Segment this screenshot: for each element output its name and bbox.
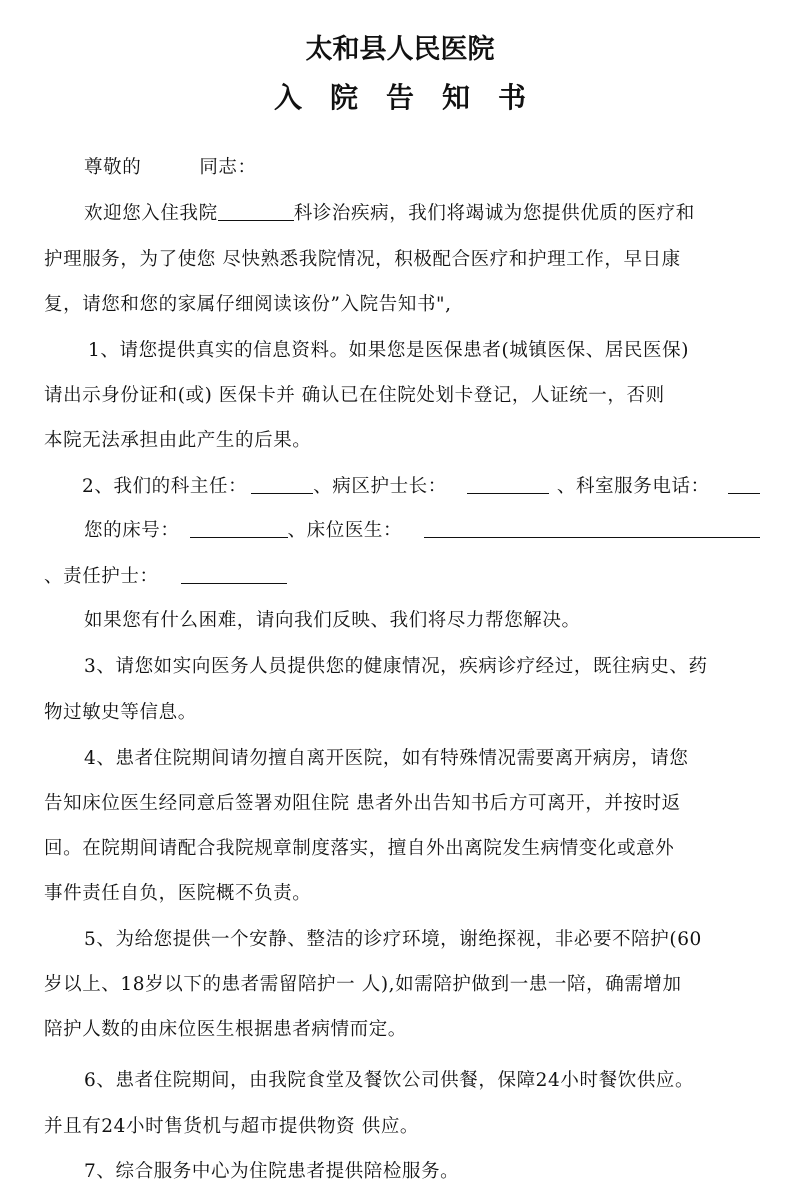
salutation <box>84 153 257 183</box>
bed-number-label: 您的床号： <box>84 520 180 541</box>
nurse-blank <box>181 565 287 584</box>
item3-line-2: 物过敏史等信息。 <box>44 702 197 723</box>
item3-line-1: 3、请您如实向医务人员提供您的健康情况，疾病诊疗经过，既往病史、药 <box>84 656 708 677</box>
item2-line-1 <box>82 472 760 502</box>
item4-line-1: 4、患者住院期间请勿擅自离开医院，如有特殊情况需要离开病房，请您 <box>84 748 689 769</box>
bed-number-blank <box>190 519 288 538</box>
head-nurse-label: 、病区护士长： <box>313 476 447 497</box>
director-blank <box>251 475 313 494</box>
item6-line-1: 6、患者住院期间，由我院食堂及餐饮公司供餐，保障24小时餐饮供应。 <box>84 1070 695 1091</box>
item4-line-2: 告知床位医生经同意后签署劝阻住院 患者外出告知书后方可离开，并按时返 <box>44 793 681 814</box>
intro-line-3: 复，请您和您的家属仔细阅读该份”入院告知书", <box>44 294 452 315</box>
head-nurse-blank <box>467 475 549 494</box>
hospital-name: 太和县人民医院 <box>305 34 495 65</box>
phone-blank <box>728 475 760 494</box>
item1-line-1: 1、请您提供真实的信息资料。如果您是医保患者(城镇医保、居民医保) <box>88 340 690 361</box>
intro-text: 欢迎您入住我院 <box>84 203 218 224</box>
item1-line-3: 本院无法承担由此产生的后果。 <box>44 430 312 451</box>
item1-line-2: 请出示身份证和(或) 医保卡并 确认已在住院处划卡登记，人证统一，否则 <box>44 385 665 406</box>
bed-doctor-blank <box>424 519 760 538</box>
item2-line-2 <box>84 516 760 546</box>
director-label: 2、我们的科主任： <box>82 476 248 497</box>
item5-line-2: 岁以上、18岁以下的患者需留陪护一 人),如需陪护做到一患一陪，确需增加 <box>44 974 682 995</box>
nurse-label: 、责任护士： <box>44 566 159 587</box>
item4-line-4: 事件责任自负，医院概不负责。 <box>44 883 312 904</box>
item7-line-1: 7、综合服务中心为住院患者提供陪检服务。 <box>84 1161 460 1182</box>
intro-text: 科诊治疾病，我们将竭诚为您提供优质的医疗和 <box>293 203 695 224</box>
intro-line-2: 护理服务，为了使您 尽快熟悉我院情况，积极配合医疗和护理工作，早日康 <box>44 249 681 270</box>
item2-help: 如果您有什么困难，请向我们反映、我们将尽力帮您解决。 <box>84 610 581 631</box>
item5-line-3: 陪护人数的由床位医生根据患者病情而定。 <box>44 1019 407 1040</box>
document-title: 入院告知书 <box>273 81 554 114</box>
item6-line-2: 并且有24小时售货机与超市提供物资 供应。 <box>44 1116 420 1137</box>
salutation-prefix: 尊敬的 <box>84 157 142 178</box>
phone-label: 、科室服务电话： <box>556 476 710 497</box>
salutation-suffix: 同志： <box>199 157 257 178</box>
item5-line-1: 5、为给您提供一个安静、整洁的诊疗环境，谢绝探视，非必要不陪护(60 <box>84 929 702 950</box>
item4-line-3: 回。在院期间请配合我院规章制度落实，擅自外出离院发生病情变化或意外 <box>44 838 675 859</box>
bed-doctor-label: 、床位医生： <box>287 520 403 541</box>
item2-line-3 <box>44 562 287 592</box>
intro-line-1 <box>84 199 695 229</box>
department-blank <box>218 202 294 221</box>
